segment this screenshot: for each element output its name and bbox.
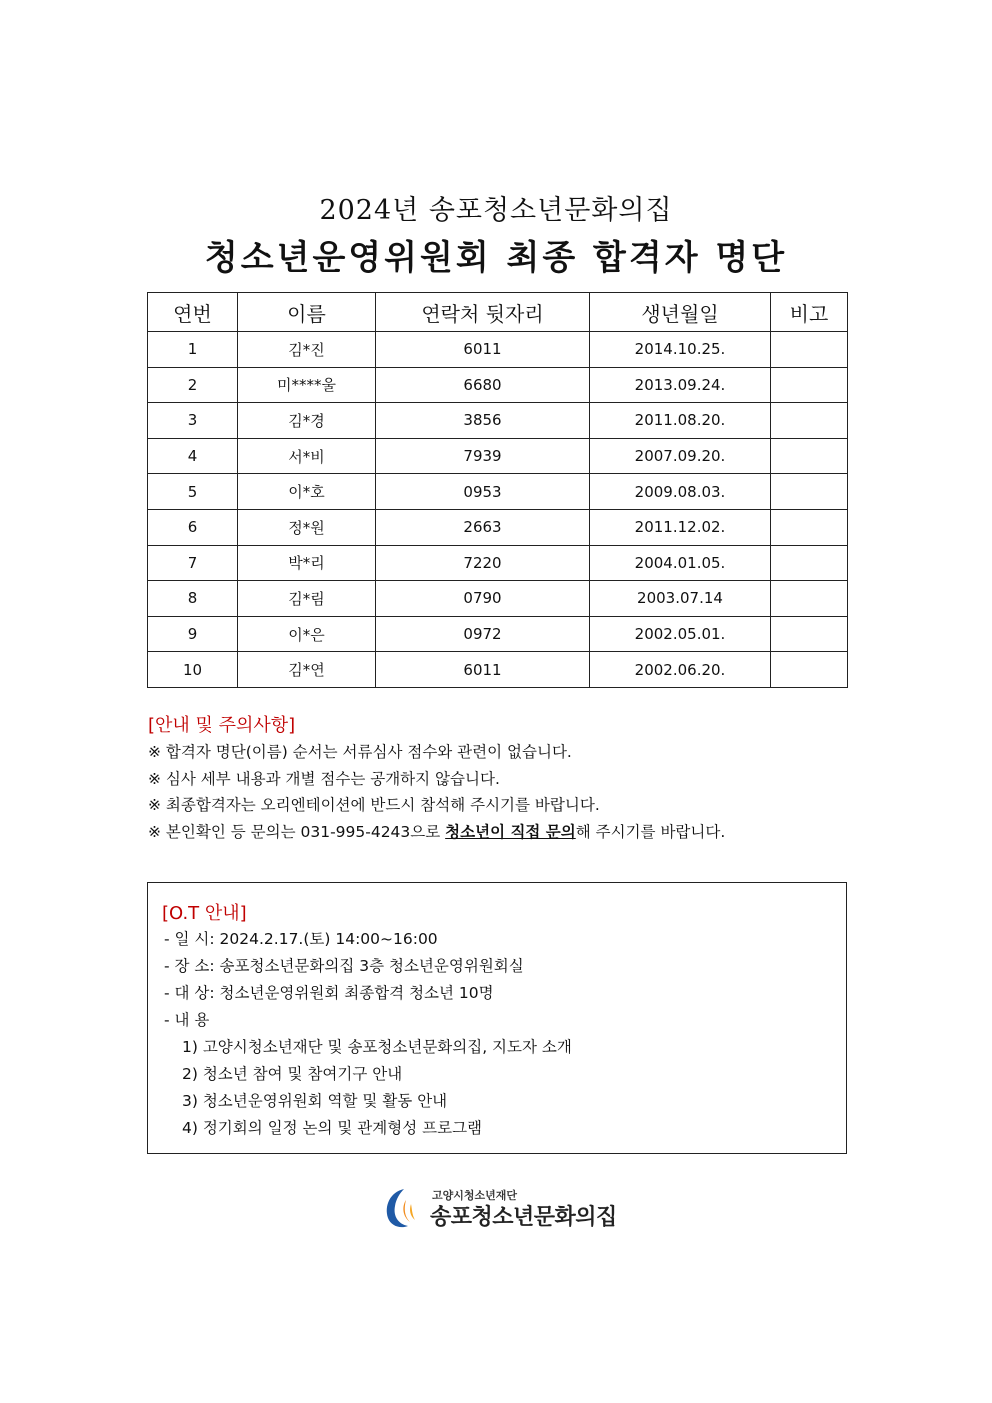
cell-remarks: [771, 509, 848, 545]
cell-no: 8: [148, 581, 238, 617]
ot-place-line: - 장 소: 송포청소년문화의집 3층 청소년운영위원회실: [164, 957, 524, 975]
cell-birthdate: 2014.10.25.: [590, 332, 771, 368]
cell-remarks: [771, 403, 848, 439]
ot-content-item: 4) 정기회의 일정 논의 및 관계형성 프로그램: [182, 1119, 483, 1137]
notice-item: ※ 심사 세부 내용과 개별 점수는 공개하지 않습니다.: [148, 769, 500, 788]
notice-contact-tail: 해 주시기를 바랍니다.: [575, 822, 726, 841]
table-row: [148, 474, 848, 510]
ot-content-line: - 내 용: [164, 1011, 210, 1029]
cell-remarks: [771, 332, 848, 368]
ot-date-line: - 일 시: 2024.2.17.(토) 14:00~16:00: [164, 930, 438, 948]
cell-name: 이*은: [238, 616, 376, 652]
cell-phone: 7220: [376, 545, 590, 581]
header-remarks: 비고: [771, 293, 848, 332]
cell-birthdate: 2007.09.20.: [590, 438, 771, 474]
cell-name: 미****울: [238, 367, 376, 403]
table-row: [148, 509, 848, 545]
cell-birthdate: 2002.05.01.: [590, 616, 771, 652]
ot-target-line: - 대 상: 청소년운영위원회 최종합격 청소년 10명: [164, 984, 494, 1002]
cell-remarks: [771, 652, 848, 688]
table-header-row: [148, 293, 848, 332]
notice-list: [148, 740, 725, 846]
ot-info-box: [147, 882, 847, 1154]
table-row: [148, 652, 848, 688]
cell-name: 이*호: [238, 474, 376, 510]
cell-remarks: [771, 367, 848, 403]
cell-birthdate: 2003.07.14: [590, 581, 771, 617]
document-title-line2: 청소년운영위원회 최종 합격자 명단: [204, 238, 788, 278]
table-row: [148, 438, 848, 474]
cell-name: 김*연: [238, 652, 376, 688]
cell-no: 1: [148, 332, 238, 368]
header-phone: 연락처 뒷자리: [376, 293, 590, 332]
cell-name: 서*비: [238, 438, 376, 474]
cell-no: 10: [148, 652, 238, 688]
cell-birthdate: 2011.12.02.: [590, 509, 771, 545]
notice-item-contact: [148, 820, 725, 847]
notice-contact-text: ※ 본인확인 등 문의는 031-995-4243으로: [148, 822, 446, 841]
notice-contact-emphasis: 청소년이 직접 문의: [445, 822, 576, 841]
header-birthdate: 생년월일: [590, 293, 771, 332]
notice-item: ※ 최종합격자는 오리엔테이션에 반드시 참석해 주시기를 바랍니다.: [148, 796, 600, 814]
cell-birthdate: 2013.09.24.: [590, 367, 771, 403]
table-row: [148, 616, 848, 652]
cell-no: 5: [148, 474, 238, 510]
cell-birthdate: 2009.08.03.: [590, 474, 771, 510]
cell-no: 9: [148, 616, 238, 652]
organization-logo: [382, 1184, 622, 1234]
cell-phone: 6011: [376, 652, 590, 688]
cell-phone: 6680: [376, 367, 590, 403]
cell-remarks: [771, 438, 848, 474]
cell-name: 김*진: [238, 332, 376, 368]
cell-no: 6: [148, 509, 238, 545]
cell-phone: 2663: [376, 509, 590, 545]
header-no: 연번: [148, 293, 238, 332]
logo-org-name: 고양시청소년재단: [432, 1189, 518, 1202]
cell-remarks: [771, 474, 848, 510]
cell-remarks: [771, 581, 848, 617]
cell-phone: 0953: [376, 474, 590, 510]
ot-content-item: 3) 청소년운영위원회 역할 및 활동 안내: [182, 1092, 448, 1110]
notice-heading: [안내 및 주의사항]: [148, 715, 296, 736]
cell-phone: 7939: [376, 438, 590, 474]
table-row: [148, 332, 848, 368]
cell-no: 7: [148, 545, 238, 581]
roster-table: [147, 292, 848, 688]
ot-heading: [O.T 안내]: [162, 903, 247, 924]
cell-birthdate: 2004.01.05.: [590, 545, 771, 581]
ot-details: [164, 927, 572, 1143]
cell-no: 4: [148, 438, 238, 474]
cell-phone: 0790: [376, 581, 590, 617]
cell-name: 김*림: [238, 581, 376, 617]
cell-name: 정*원: [238, 509, 376, 545]
table-row: [148, 367, 848, 403]
header-name: 이름: [238, 293, 376, 332]
logo-mark-icon: [382, 1186, 422, 1230]
cell-no: 2: [148, 367, 238, 403]
cell-birthdate: 2002.06.20.: [590, 652, 771, 688]
table-row: [148, 545, 848, 581]
cell-phone: 3856: [376, 403, 590, 439]
cell-birthdate: 2011.08.20.: [590, 403, 771, 439]
cell-no: 3: [148, 403, 238, 439]
table-row: [148, 403, 848, 439]
notice-item: ※ 합격자 명단(이름) 순서는 서류심사 점수와 관련이 없습니다.: [148, 743, 572, 761]
table-row: [148, 581, 848, 617]
ot-content-item: 2) 청소년 참여 및 참여기구 안내: [182, 1065, 403, 1083]
document-title-line1: 2024년 송포청소년문화의집: [319, 195, 673, 226]
cell-remarks: [771, 616, 848, 652]
cell-name: 박*리: [238, 545, 376, 581]
ot-content-item: 1) 고양시청소년재단 및 송포청소년문화의집, 지도자 소개: [182, 1038, 572, 1056]
cell-remarks: [771, 545, 848, 581]
logo-center-name: 송포청소년문화의집: [430, 1205, 617, 1230]
cell-phone: 6011: [376, 332, 590, 368]
cell-name: 김*경: [238, 403, 376, 439]
cell-phone: 0972: [376, 616, 590, 652]
